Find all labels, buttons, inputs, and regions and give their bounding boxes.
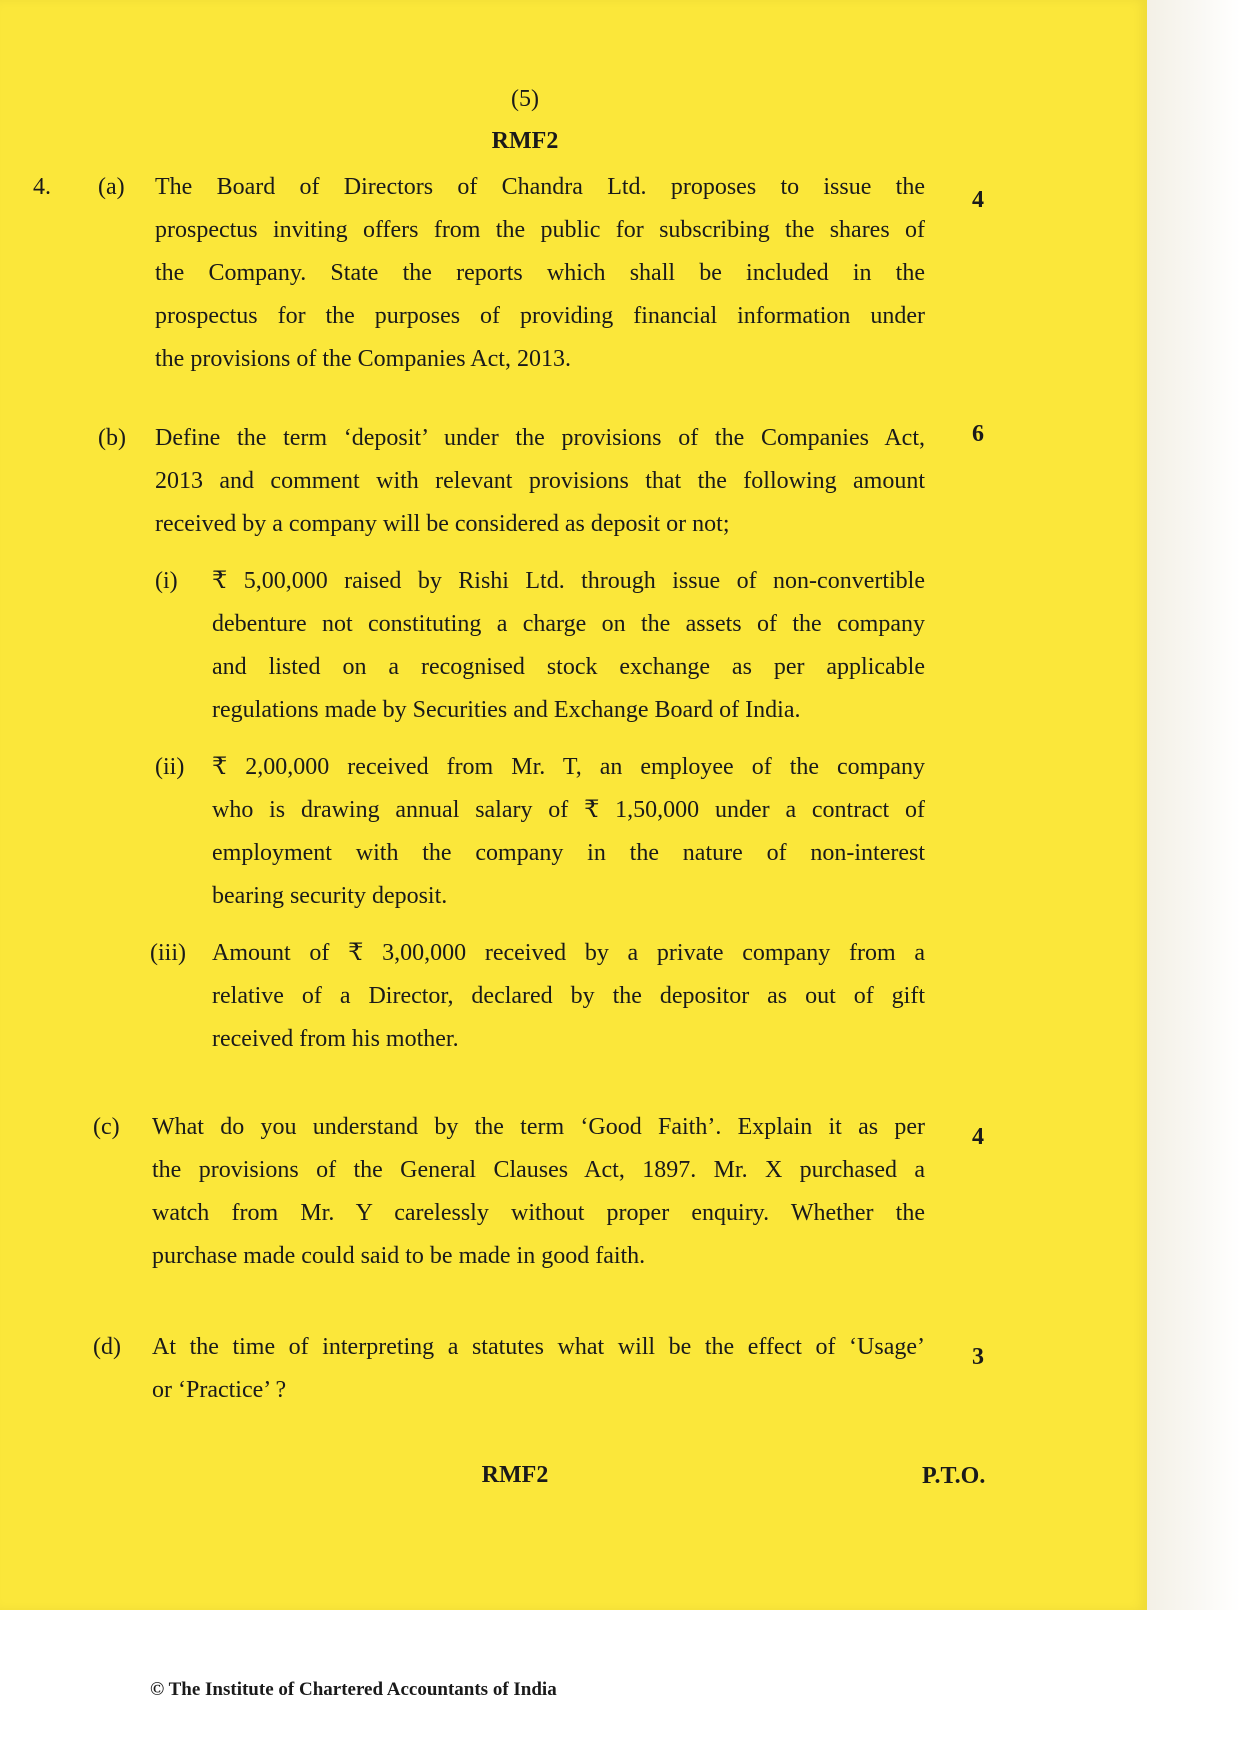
part-a-line-1: The Board of Directors of Chandra Ltd. proposes to issue the [155, 174, 925, 200]
part-b-marks: 6 [972, 421, 984, 447]
part-b-line-2: 2013 and comment with relevant provisions that the following amount [155, 468, 925, 494]
subpart-i-line-1: ₹ 5,00,000 raised by Rishi Ltd. through issue of non-convertible [212, 568, 925, 594]
part-d-line-2: or ‘Practice’ ? [152, 1377, 287, 1403]
part-a-line-5: the provisions of the Companies Act, 2013. [155, 346, 571, 372]
subpart-i-label: (i) [155, 568, 178, 594]
subpart-ii-line-4: bearing security deposit. [212, 883, 448, 909]
part-b-line-3: received by a company will be considered as deposit or not; [155, 511, 730, 537]
subpart-ii-line-3: employment with the company in the nature of non-interest [212, 840, 925, 866]
part-c-line-4: purchase made could said to be made in good faith. [152, 1243, 646, 1269]
part-b-label: (b) [98, 425, 126, 451]
pto-label: P.T.O. [922, 1463, 986, 1489]
part-d-marks: 3 [972, 1344, 984, 1370]
page-margin [1147, 0, 1241, 1610]
subpart-i-line-3: and listed on a recognised stock exchange as per applicable [212, 654, 925, 680]
question-number: 4. [33, 174, 51, 200]
part-d-line-1: At the time of interpreting a statutes what will be the effect of ‘Usage’ [152, 1334, 925, 1360]
copyright-notice: © The Institute of Chartered Accountants of India [150, 1679, 557, 1700]
part-a-line-3: the Company. State the reports which shall be included in the [155, 260, 925, 286]
subpart-i-line-2: debenture not constituting a charge on the assets of the company [212, 611, 925, 637]
paper-code-top: RMF2 [491, 128, 559, 154]
subpart-ii-line-2: who is drawing annual salary of ₹ 1,50,000 under a contract of [212, 797, 925, 823]
subpart-iii-label: (iii) [150, 940, 186, 966]
part-b-line-1: Define the term ‘deposit’ under the provisions of the Companies Act, [155, 425, 925, 451]
part-a-marks: 4 [972, 187, 984, 213]
part-c-label: (c) [93, 1114, 120, 1140]
subpart-ii-label: (ii) [155, 754, 185, 780]
paper-code-bottom: RMF2 [481, 1462, 549, 1488]
part-c-line-2: the provisions of the General Clauses Act, 1897. Mr. X purchased a [152, 1157, 925, 1183]
part-a-label: (a) [98, 174, 125, 200]
part-c-marks: 4 [972, 1124, 984, 1150]
part-a-line-2: prospectus inviting offers from the public for subscribing the shares of [155, 217, 925, 243]
subpart-ii-line-1: ₹ 2,00,000 received from Mr. T, an employee of the company [212, 754, 925, 780]
subpart-iii-line-3: received from his mother. [212, 1026, 459, 1052]
part-c-line-1: What do you understand by the term ‘Good Faith’. Explain it as per [152, 1114, 925, 1140]
subpart-iii-line-1: Amount of ₹ 3,00,000 received by a private company from a [212, 940, 925, 966]
part-d-label: (d) [93, 1334, 121, 1360]
subpart-i-line-4: regulations made by Securities and Exchange Board of India. [212, 697, 801, 723]
subpart-iii-line-2: relative of a Director, declared by the depositor as out of gift [212, 983, 925, 1009]
part-c-line-3: watch from Mr. Y carelessly without proper enquiry. Whether the [152, 1200, 925, 1226]
part-a-line-4: prospectus for the purposes of providing financial information under [155, 303, 925, 329]
page-number: (5) [511, 86, 539, 112]
